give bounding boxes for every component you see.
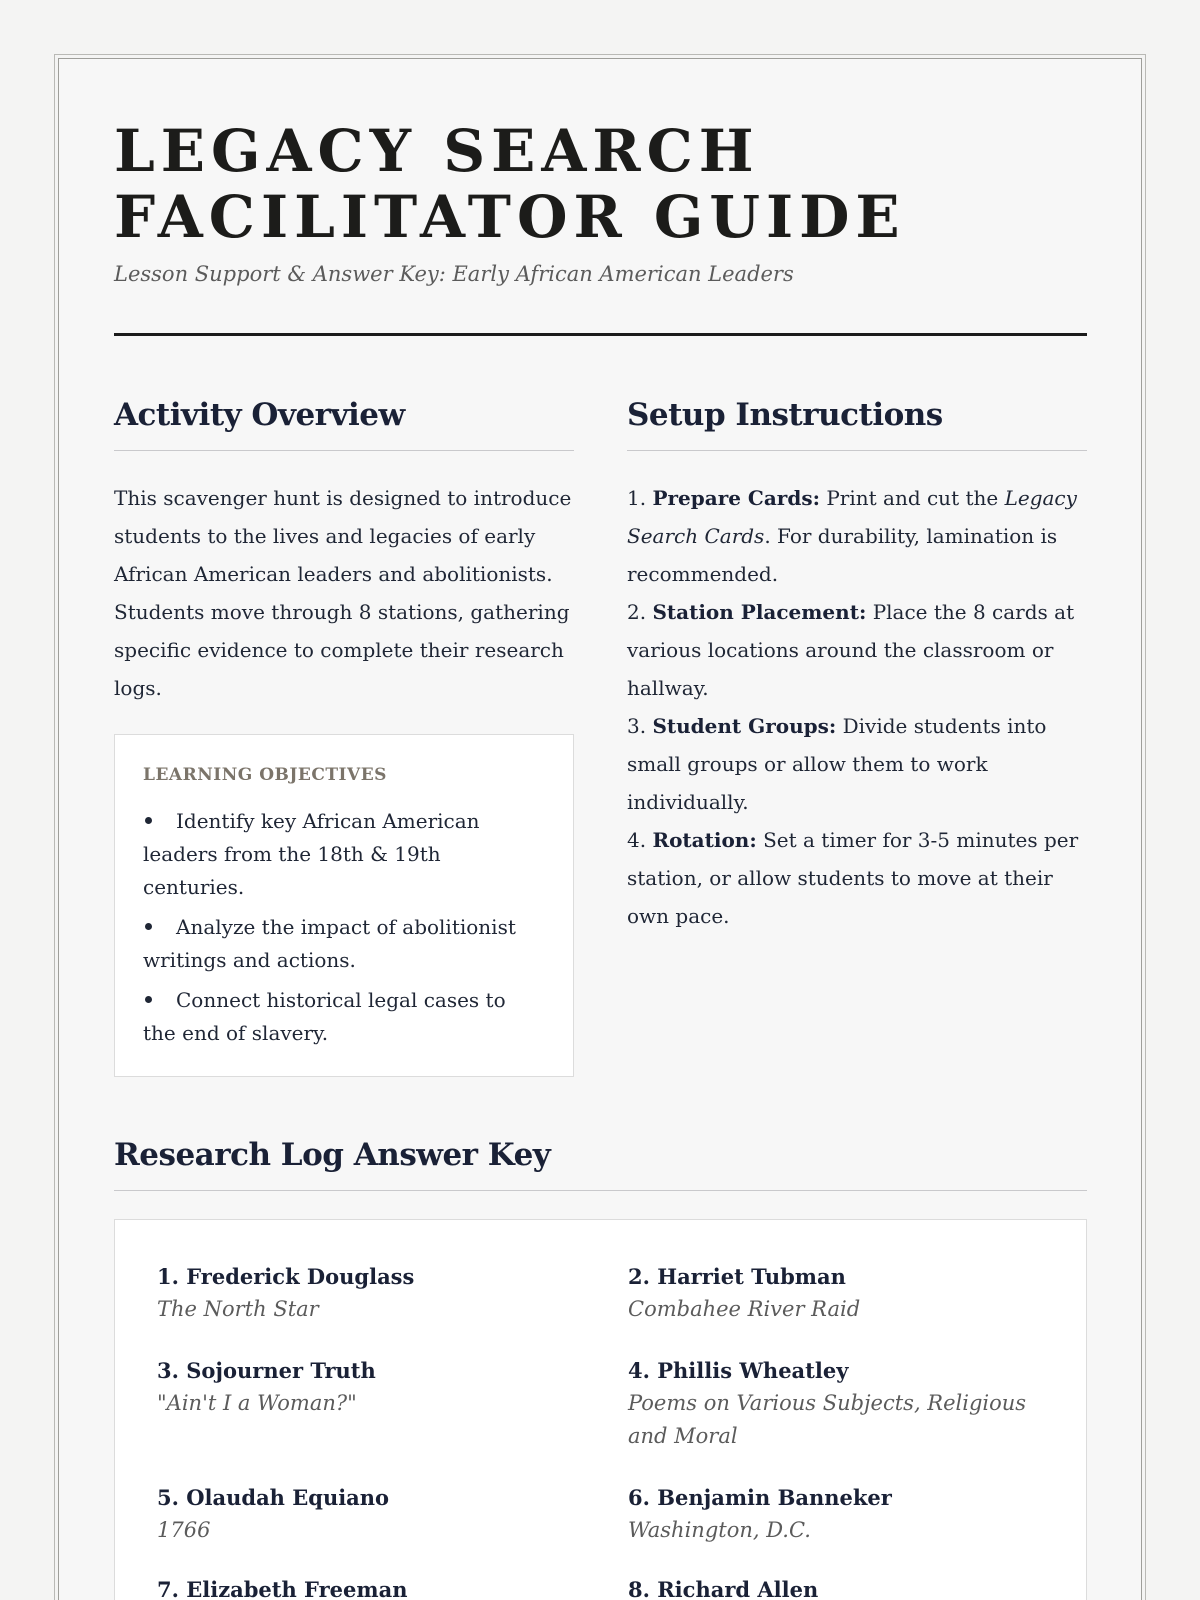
answer-key-item [628, 1355, 1028, 1453]
bullet-icon [145, 817, 152, 824]
title-divider [114, 333, 1087, 336]
bullet-icon [145, 996, 152, 1003]
step-emphasis: Legacy Search Cards [627, 486, 1077, 548]
answer-key-item [157, 1355, 557, 1420]
step-label: Student Groups: [652, 714, 837, 738]
setup-step-3: 3. Student Groups: Divide students into small groups or allow them to work individually. [627, 714, 1047, 814]
activity-overview-heading: Activity Overview [114, 397, 405, 433]
answer-key-item [628, 1574, 1028, 1600]
leader-name: 8. Richard Allen [628, 1577, 819, 1600]
leader-name: 5. Olaudah Equiano [157, 1485, 390, 1510]
step-label: Station Placement: [652, 600, 867, 624]
leader-answer: 1766 [157, 1518, 211, 1542]
setup-step-2: 2. Station Placement: Place the 8 cards at various locations around the classroom or hallway. [627, 600, 1075, 700]
answer-key-item [157, 1482, 557, 1547]
leader-answer: The North Star [157, 1297, 319, 1321]
answer-key-item [628, 1482, 1028, 1547]
activity-overview-paragraph: This scavenger hunt is designed to introduce students to the lives and legacies of early African American leaders and abolitionists. Students move through 8 stations, gathering specific evidence to complete their research logs. [114, 486, 572, 700]
answer-key-item [157, 1574, 557, 1600]
leader-answer: Washington, D.C. [628, 1518, 811, 1542]
setup-step-1: 1. Prepare Cards: Print and cut the Legacy Search Cards. For durability, lamination is recommended. [627, 486, 1077, 586]
leader-name: 7. Elizabeth Freeman [157, 1577, 408, 1600]
answer-key-box [114, 1219, 1087, 1600]
objective-text: Analyze the impact of abolitionist writings and actions. [143, 915, 516, 972]
objective-text: Connect historical legal cases to the end of slavery. [143, 988, 506, 1045]
objective-item [143, 911, 543, 977]
guide-title [114, 118, 906, 250]
setup-steps [627, 479, 1087, 935]
learning-objectives-box [114, 734, 574, 1077]
guide-subtitle: Lesson Support & Answer Key: Early African American Leaders [114, 262, 794, 286]
guide-title-line-2: FACILITATOR GUIDE [114, 183, 906, 251]
learning-objectives-list [143, 805, 543, 1057]
step-label: Prepare Cards: [652, 486, 820, 510]
answer-key-heading: Research Log Answer Key [114, 1137, 551, 1173]
leader-answer: Poems on Various Subjects, Religious and Moral [628, 1391, 1027, 1448]
answer-key-item [157, 1261, 557, 1326]
answer-key-divider [114, 1190, 1087, 1191]
leader-answer: "Ain't I a Woman?" [157, 1391, 357, 1415]
guide-title-line-1: LEGACY SEARCH [114, 117, 760, 185]
leader-name: 3. Sojourner Truth [157, 1358, 376, 1383]
activity-overview-divider [114, 450, 574, 451]
objective-item [143, 805, 543, 904]
bullet-icon [145, 923, 152, 930]
leader-name: 1. Frederick Douglass [157, 1264, 415, 1289]
leader-name: 2. Harriet Tubman [628, 1264, 846, 1289]
objective-item [143, 984, 543, 1050]
answer-key-item [628, 1261, 1028, 1326]
setup-step-4: 4. Rotation: Set a timer for 3-5 minutes per station, or allow students to move at their own pace. [627, 828, 1079, 928]
leader-answer: Combahee River Raid [628, 1297, 861, 1321]
setup-instructions-heading: Setup Instructions [627, 397, 943, 433]
objective-text: Identify key African American leaders from the 18th & 19th centuries. [143, 809, 480, 899]
setup-instructions-divider [627, 450, 1087, 451]
leader-name: 6. Benjamin Banneker [628, 1485, 892, 1510]
step-label: Rotation: [652, 828, 757, 852]
activity-overview-text [114, 479, 574, 707]
leader-name: 4. Phillis Wheatley [628, 1358, 849, 1383]
learning-objectives-title: LEARNING OBJECTIVES [143, 765, 387, 785]
